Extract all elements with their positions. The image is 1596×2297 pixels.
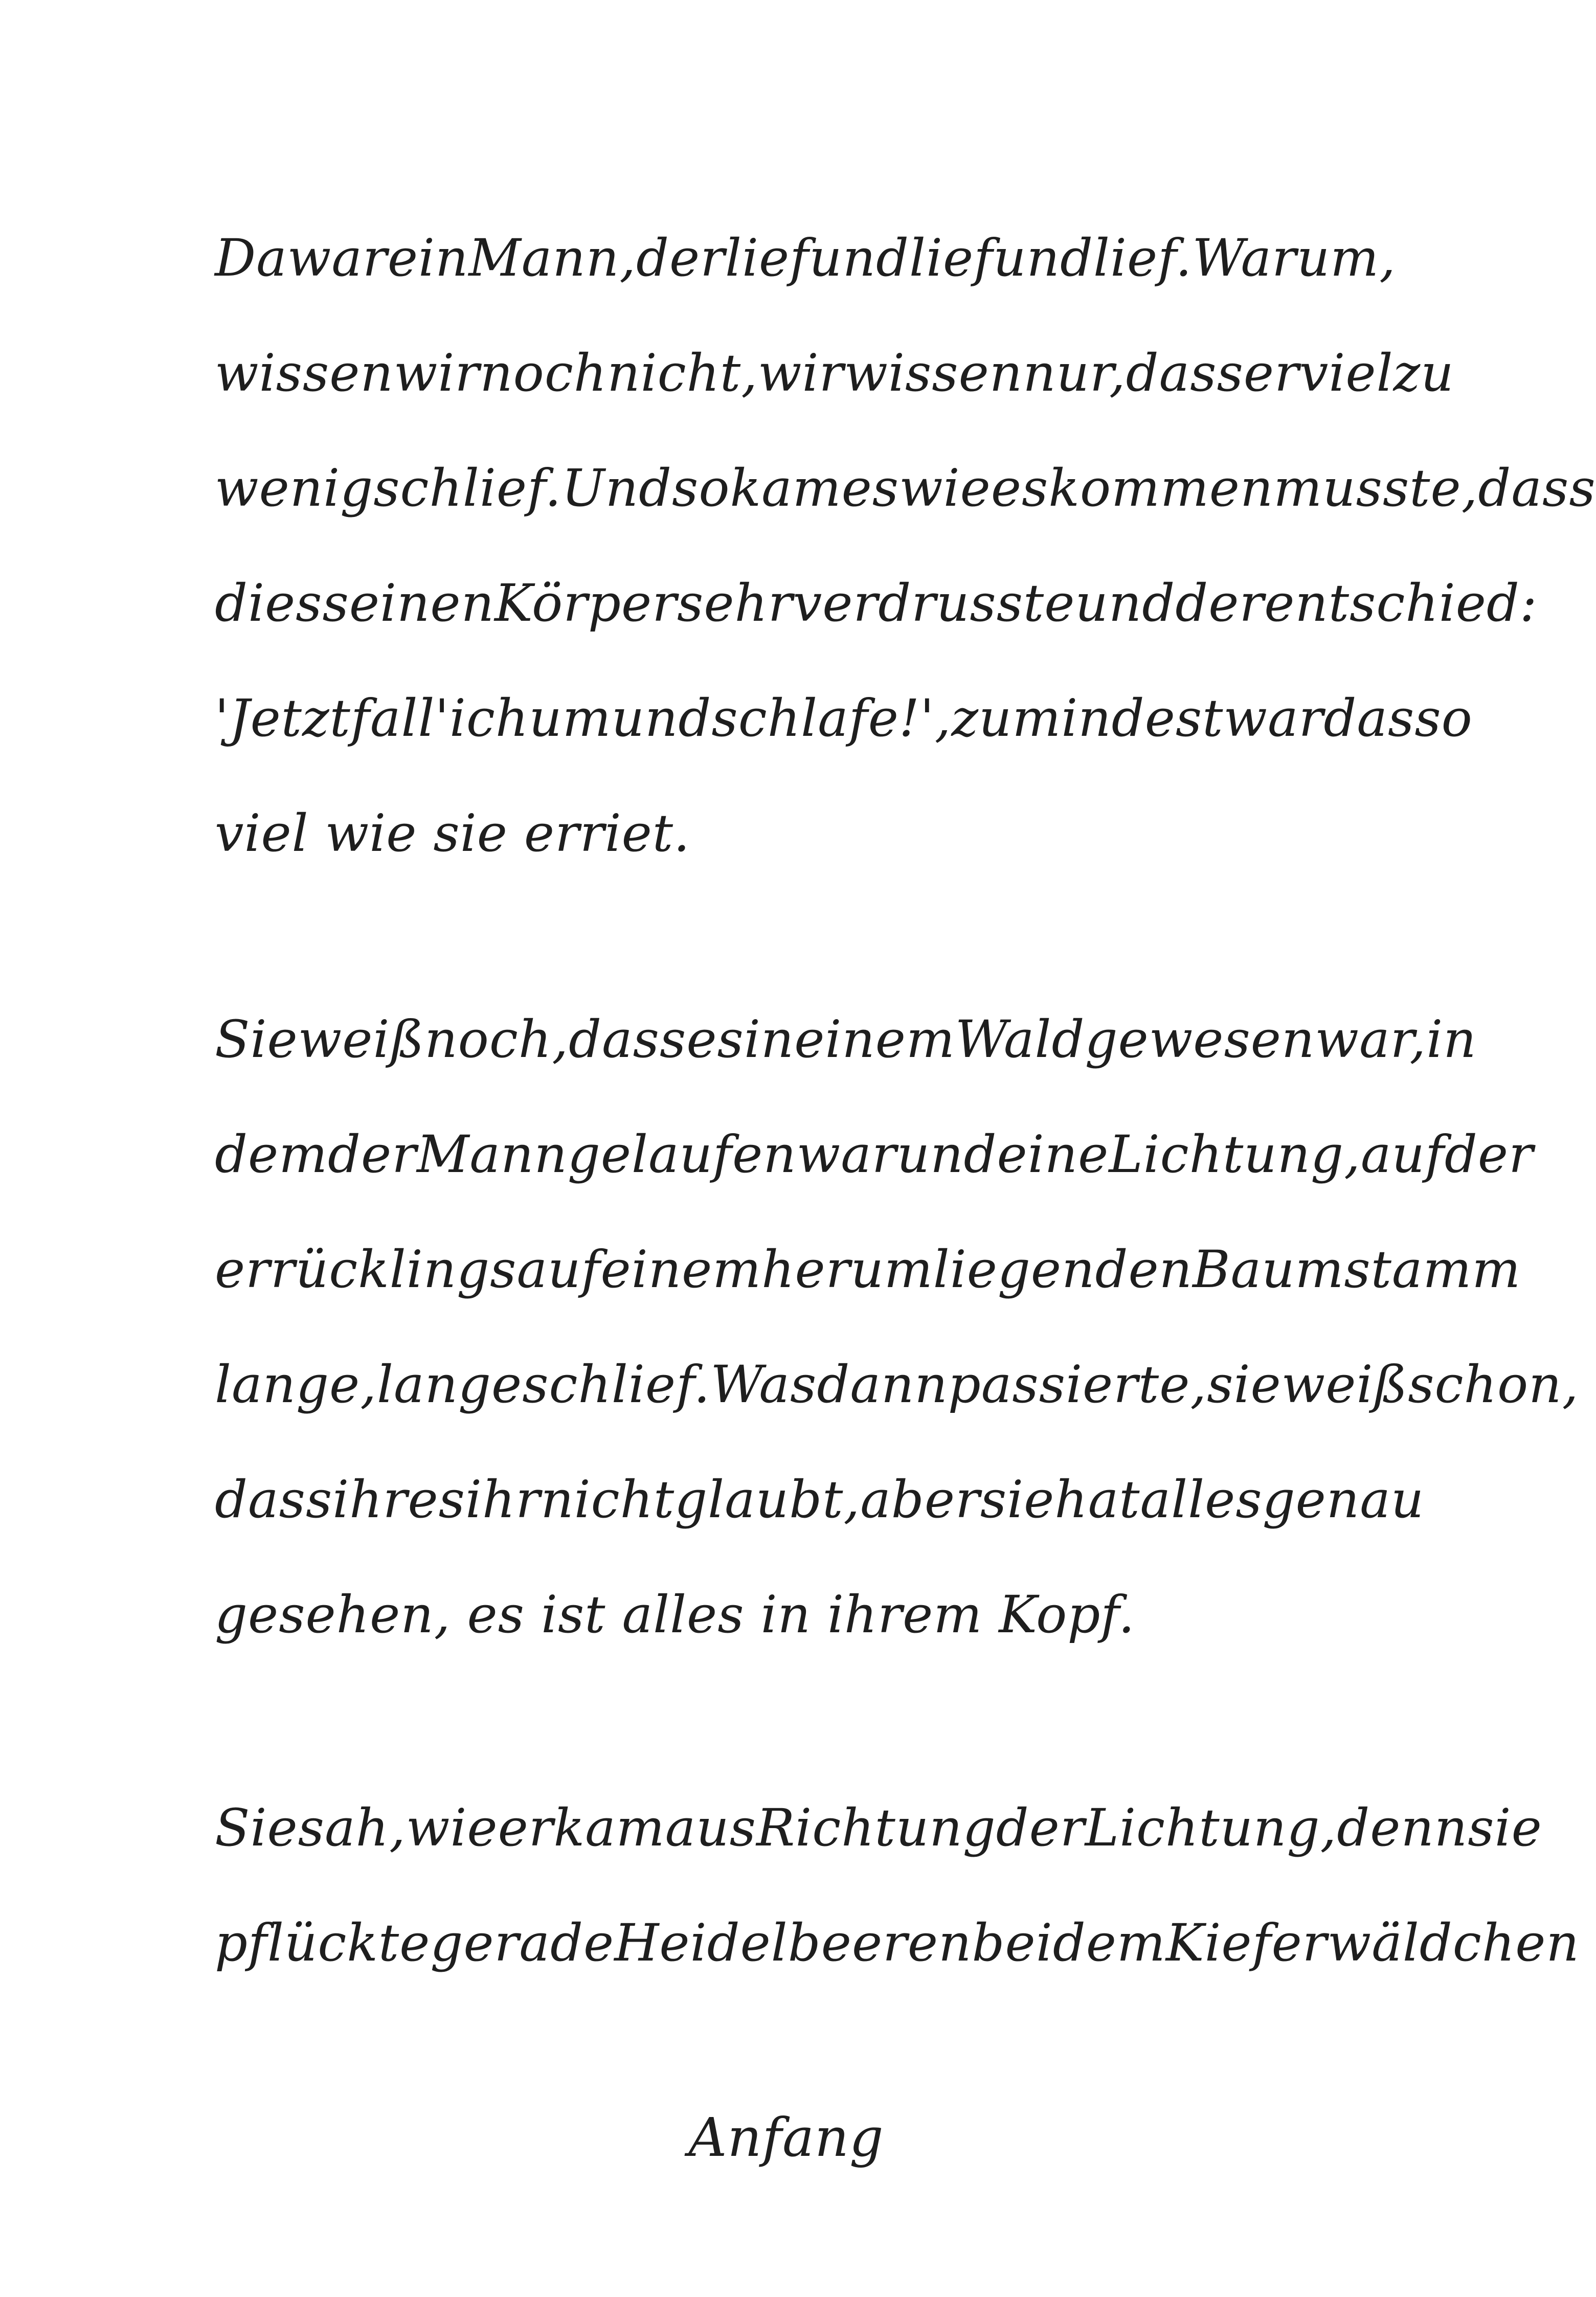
word: auf — [1360, 1124, 1445, 1184]
paragraph-2 — [215, 982, 1579, 1672]
word: lange, — [215, 1355, 377, 1414]
word: alles — [1140, 1470, 1263, 1529]
word: fall' — [350, 688, 449, 748]
word: Lichtung, — [1109, 1124, 1361, 1184]
word: sie — [980, 1470, 1055, 1529]
word: war — [287, 228, 388, 288]
word: in — [760, 1585, 811, 1645]
word: viel — [1299, 343, 1393, 403]
word: dass — [1126, 343, 1244, 403]
word: lief — [725, 228, 810, 288]
word: sehr — [677, 573, 793, 633]
word: eine — [997, 1124, 1109, 1184]
word: herumliegenden — [761, 1240, 1193, 1299]
word: und — [611, 688, 712, 748]
word: einem — [794, 1009, 955, 1069]
word: und — [1075, 573, 1176, 633]
word: wie — [406, 1798, 498, 1858]
text-line — [215, 1212, 1521, 1327]
word: zumindest — [951, 688, 1224, 748]
word: war — [796, 1124, 897, 1184]
word: in — [1426, 1009, 1477, 1069]
word: er — [1243, 343, 1299, 403]
word: Warum, — [1192, 228, 1396, 288]
word: so — [1414, 688, 1473, 748]
word: der — [636, 228, 726, 288]
word: der — [1175, 573, 1265, 633]
word: er — [215, 1240, 271, 1299]
word: das — [1323, 688, 1415, 748]
word: ihrem — [827, 1585, 983, 1645]
word: der — [1444, 1124, 1534, 1184]
word: 'Jetzt — [215, 688, 351, 748]
page-footer-label: Anfang — [688, 2106, 884, 2169]
word: schon, — [1408, 1355, 1579, 1414]
word: dass — [569, 1009, 687, 1069]
word: der — [996, 1798, 1085, 1858]
word: so — [672, 458, 730, 518]
word: Richtung — [756, 1798, 996, 1858]
word: zu — [1393, 343, 1454, 403]
word: dass — [1478, 458, 1596, 518]
word: Was — [710, 1355, 817, 1414]
word: Lichtung, — [1085, 1798, 1337, 1858]
word: Da — [215, 228, 287, 288]
word: Körper — [494, 573, 677, 633]
text-line — [215, 1097, 1534, 1212]
word: kam — [553, 1798, 665, 1858]
word: dies — [215, 573, 323, 633]
word: in — [744, 1009, 795, 1069]
word: dem — [1052, 1913, 1166, 1973]
word: Kieferwäldchen — [1165, 1913, 1580, 1973]
word: denn — [1337, 1798, 1468, 1858]
word: Heidelbeeren — [614, 1913, 972, 1973]
text-line — [215, 200, 1396, 316]
word: Und — [561, 458, 672, 518]
text-line — [215, 982, 1477, 1097]
word: es — [991, 458, 1049, 518]
word: seinen — [322, 573, 494, 633]
text-line — [215, 1442, 1425, 1557]
word: dann — [817, 1355, 948, 1414]
word: verdrusste — [793, 573, 1075, 633]
word: wir — [758, 343, 844, 403]
word: es — [686, 1009, 744, 1069]
word: nicht — [541, 1470, 675, 1529]
text-line — [215, 661, 1473, 776]
word: und — [809, 228, 909, 288]
word: entschied: — [1264, 573, 1538, 633]
word: ist — [541, 1585, 606, 1645]
word: musste, — [1273, 458, 1478, 518]
word: noch — [480, 343, 608, 403]
word: ihr — [465, 1470, 541, 1529]
word: wissen — [215, 343, 394, 403]
word: wir — [393, 343, 480, 403]
paragraph-1 — [215, 200, 1596, 891]
text-line — [215, 1557, 1360, 1672]
word: erriet. — [524, 803, 690, 863]
word: Wald — [955, 1009, 1085, 1069]
word: aber — [860, 1470, 980, 1529]
paragraph-3 — [215, 1770, 1580, 2000]
text-line — [215, 776, 1360, 891]
word: passierte, — [948, 1355, 1207, 1414]
word: wie — [325, 803, 417, 863]
word: kommen — [1048, 458, 1274, 518]
word: Sie — [215, 1009, 298, 1069]
word: war — [1223, 688, 1324, 748]
word: dass — [215, 1470, 333, 1529]
word: gerade — [430, 1913, 615, 1973]
word: alles — [622, 1585, 745, 1645]
word: aus — [665, 1798, 756, 1858]
word: ich — [449, 688, 529, 748]
word: pflückte — [215, 1913, 431, 1973]
word: um — [529, 688, 612, 748]
word: wie — [899, 458, 991, 518]
word: einem — [600, 1240, 762, 1299]
word: lief. — [1093, 228, 1193, 288]
word: hat — [1054, 1470, 1140, 1529]
word: nicht, — [607, 343, 758, 403]
word: ihr — [332, 1470, 408, 1529]
word: es — [408, 1470, 465, 1529]
word: auf — [516, 1240, 601, 1299]
word: ein — [387, 228, 469, 288]
word: und — [896, 1124, 997, 1184]
word: noch, — [424, 1009, 569, 1069]
word: sie — [1468, 1798, 1542, 1858]
word: Sie — [215, 1798, 298, 1858]
word: lange — [377, 1355, 523, 1414]
word: genau — [1262, 1470, 1425, 1529]
word: wissen — [844, 343, 1023, 403]
word: rücklings — [270, 1240, 517, 1299]
word: es — [467, 1585, 525, 1645]
word: sie — [433, 803, 508, 863]
word: gewesen — [1085, 1009, 1315, 1069]
word: kam — [730, 458, 842, 518]
text-line — [215, 546, 1538, 661]
text-line — [215, 1770, 1542, 1885]
word: schlief. — [373, 458, 562, 518]
word: viel — [215, 803, 309, 863]
word: sah, — [298, 1798, 406, 1858]
word: war, — [1315, 1009, 1427, 1069]
word: Mann, — [468, 228, 637, 288]
word: es — [841, 458, 900, 518]
word: wenig — [215, 458, 374, 518]
word: schlief. — [522, 1355, 711, 1414]
text-line — [215, 316, 1454, 431]
word: Mann — [417, 1124, 568, 1184]
word: dem — [215, 1124, 328, 1184]
word: Baumstamm — [1193, 1240, 1521, 1299]
word: lief — [909, 228, 994, 288]
text-line — [215, 1327, 1579, 1442]
word: der — [328, 1124, 417, 1184]
word: Kopf. — [999, 1585, 1135, 1645]
word: weiß — [298, 1009, 425, 1069]
word: sie — [1207, 1355, 1282, 1414]
word: nur, — [1023, 343, 1126, 403]
word: glaubt, — [675, 1470, 861, 1529]
word: er — [498, 1798, 554, 1858]
word: schlafe!', — [711, 688, 952, 748]
word: gelaufen — [567, 1124, 797, 1184]
word: weiß — [1281, 1355, 1408, 1414]
word: gesehen, — [215, 1585, 451, 1645]
word: bei — [972, 1913, 1053, 1973]
text-line — [215, 1885, 1580, 2000]
word: und — [993, 228, 1093, 288]
text-line — [215, 431, 1596, 546]
